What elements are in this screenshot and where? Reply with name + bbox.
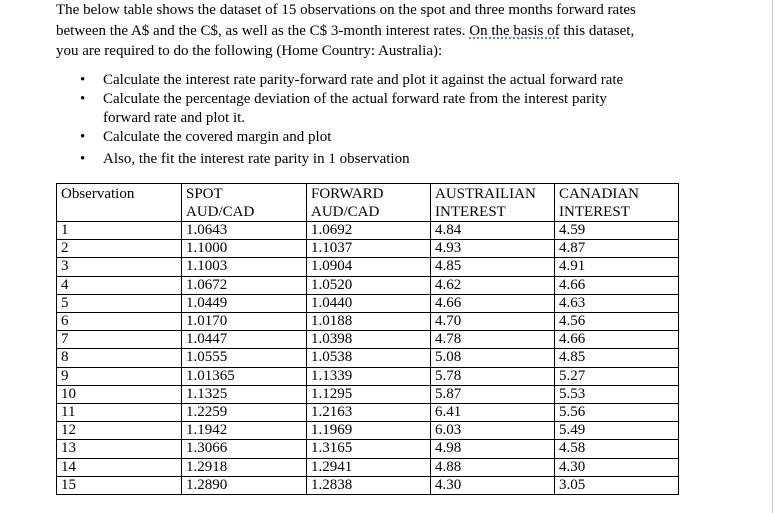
table-cell: 1 [57,222,182,240]
intro-line-3: you are required to do the following (Home Country: Australia): [56,43,443,59]
table-cell: 1.3066 [182,440,307,458]
task-bullet-list [56,71,716,169]
bullet-dot-icon: • [80,72,86,88]
table-cell: 1.2890 [182,476,307,494]
table-cell: 1.2163 [307,404,431,422]
table-header-row [57,184,679,222]
header-line-2: AUD/CAD [311,204,380,220]
table-cell: 4.85 [431,258,555,276]
table-header-cell [57,184,182,222]
table-row [57,276,679,294]
table-cell: 3.05 [555,476,679,494]
table-cell: 11 [57,404,182,422]
table-cell: 1.0170 [182,313,307,331]
table-cell: 1.2259 [182,404,307,422]
table-cell: 9 [57,367,182,385]
table-row [57,385,679,403]
intro-paragraph [56,0,716,62]
table-cell: 5.53 [555,385,679,403]
table-cell: 1.0520 [307,276,431,294]
bullet-continuation [56,109,716,128]
table-cell: 1.2941 [307,458,431,476]
bullet-text: forward rate and plot it. [103,110,246,126]
table-header-cell [431,184,555,222]
table-cell: 3 [57,258,182,276]
header-line-1: SPOT [186,186,223,202]
table-cell: 1.2918 [182,458,307,476]
bullet-dot-icon: • [80,129,86,145]
table-cell: 5.56 [555,404,679,422]
bullet-text: Calculate the covered margin and plot [103,129,332,145]
table-cell: 14 [57,458,182,476]
bullet-item [56,150,716,169]
table-cell: 4.63 [555,294,679,312]
page-edge-divider [772,0,773,513]
table-cell: 5.78 [431,367,555,385]
table-row [57,222,679,240]
table-row [57,476,679,494]
table-cell: 1.0672 [182,276,307,294]
table-row [57,294,679,312]
table-cell: 12 [57,422,182,440]
table-cell: 4.88 [431,458,555,476]
intro-line-1: The below table shows the dataset of 15 observations on the spot and three months forward rates [56,2,636,18]
table-cell: 1.0188 [307,313,431,331]
table-cell: 1.0692 [307,222,431,240]
table-cell: 4.58 [555,440,679,458]
table-cell: 10 [57,385,182,403]
table-cell: 1.0440 [307,294,431,312]
table-cell: 1.1000 [182,240,307,258]
table-header-cell [182,184,307,222]
exchange-rate-table [56,183,679,495]
table-cell: 4.59 [555,222,679,240]
table-row [57,367,679,385]
table-cell: 5.08 [431,349,555,367]
intro-line-2-part-a: between the A$ and the C$, as well as the C$ 3-month interest rates. [56,22,470,39]
table-cell: 4.56 [555,313,679,331]
table-cell: 1.0447 [182,331,307,349]
bullet-dot-icon: • [80,151,86,167]
table-header-cell [307,184,431,222]
table-cell: 4.93 [431,240,555,258]
table-cell: 1.0449 [182,294,307,312]
bullet-text: Also, the fit the interest rate parity in 1 observation [103,151,410,167]
table-cell: 7 [57,331,182,349]
table-cell: 1.3165 [307,440,431,458]
table-cell: 1.1003 [182,258,307,276]
table-cell: 4.78 [431,331,555,349]
header-line-1: AUSTRAILIAN [435,186,536,202]
bullet-item [56,128,716,147]
bullet-dot-icon: • [80,91,86,107]
table-cell: 5.49 [555,422,679,440]
table-cell: 2 [57,240,182,258]
table-row [57,440,679,458]
table-cell: 1.1037 [307,240,431,258]
table-cell: 4.66 [431,294,555,312]
table-cell: 4.66 [555,276,679,294]
table-cell: 8 [57,349,182,367]
table-cell: 1.0904 [307,258,431,276]
table-cell: 5.27 [555,367,679,385]
table-cell: 4.62 [431,276,555,294]
table-cell: 1.1325 [182,385,307,403]
table-cell: 6.41 [431,404,555,422]
table-body [57,184,679,495]
table-cell: 1.01365 [182,367,307,385]
table-cell: 1.0555 [182,349,307,367]
table-row [57,349,679,367]
table-row [57,331,679,349]
header-line-1: FORWARD [311,186,384,202]
table-cell: 13 [57,440,182,458]
table-cell: 1.1942 [182,422,307,440]
table-cell: 5.87 [431,385,555,403]
table-row [57,422,679,440]
table-cell: 5 [57,294,182,312]
header-line-2: AUD/CAD [186,204,255,220]
table-cell: 1.1295 [307,385,431,403]
table-cell: 4.87 [555,240,679,258]
table-row [57,258,679,276]
table-row [57,404,679,422]
table-cell: 4.66 [555,331,679,349]
intro-grammar-flag: On the basis of [469,22,560,39]
table-cell: 4.30 [555,458,679,476]
bullet-item [56,71,716,90]
table-cell: 6.03 [431,422,555,440]
bullet-text: Calculate the interest rate parity-forward rate and plot it against the actual forward rate [103,72,624,88]
table-cell: 1.0398 [307,331,431,349]
table-cell: 1.1969 [307,422,431,440]
header-line-1: CANADIAN [559,186,639,202]
table-cell: 4.85 [555,349,679,367]
intro-line-2-part-c: this dataset, [559,22,635,39]
table-row [57,240,679,258]
table-cell: 4 [57,276,182,294]
table-cell: 4.98 [431,440,555,458]
table-cell: 1.1339 [307,367,431,385]
table-header-cell [555,184,679,222]
table-cell: 6 [57,313,182,331]
table-cell: 15 [57,476,182,494]
bullet-item [56,90,716,109]
table-cell: 4.84 [431,222,555,240]
header-line-2: INTEREST [435,204,506,220]
header-line-2: INTEREST [559,204,630,220]
table-row [57,313,679,331]
intro-line-2 [56,21,716,42]
header-line-1: Observation [61,186,135,202]
table-cell: 4.30 [431,476,555,494]
table-cell: 1.0538 [307,349,431,367]
table-cell: 1.2838 [307,476,431,494]
bullet-text: Calculate the percentage deviation of the actual forward rate from the interest parity [103,91,607,107]
table-cell: 1.0643 [182,222,307,240]
table-cell: 4.70 [431,313,555,331]
table-cell: 4.91 [555,258,679,276]
table-row [57,458,679,476]
